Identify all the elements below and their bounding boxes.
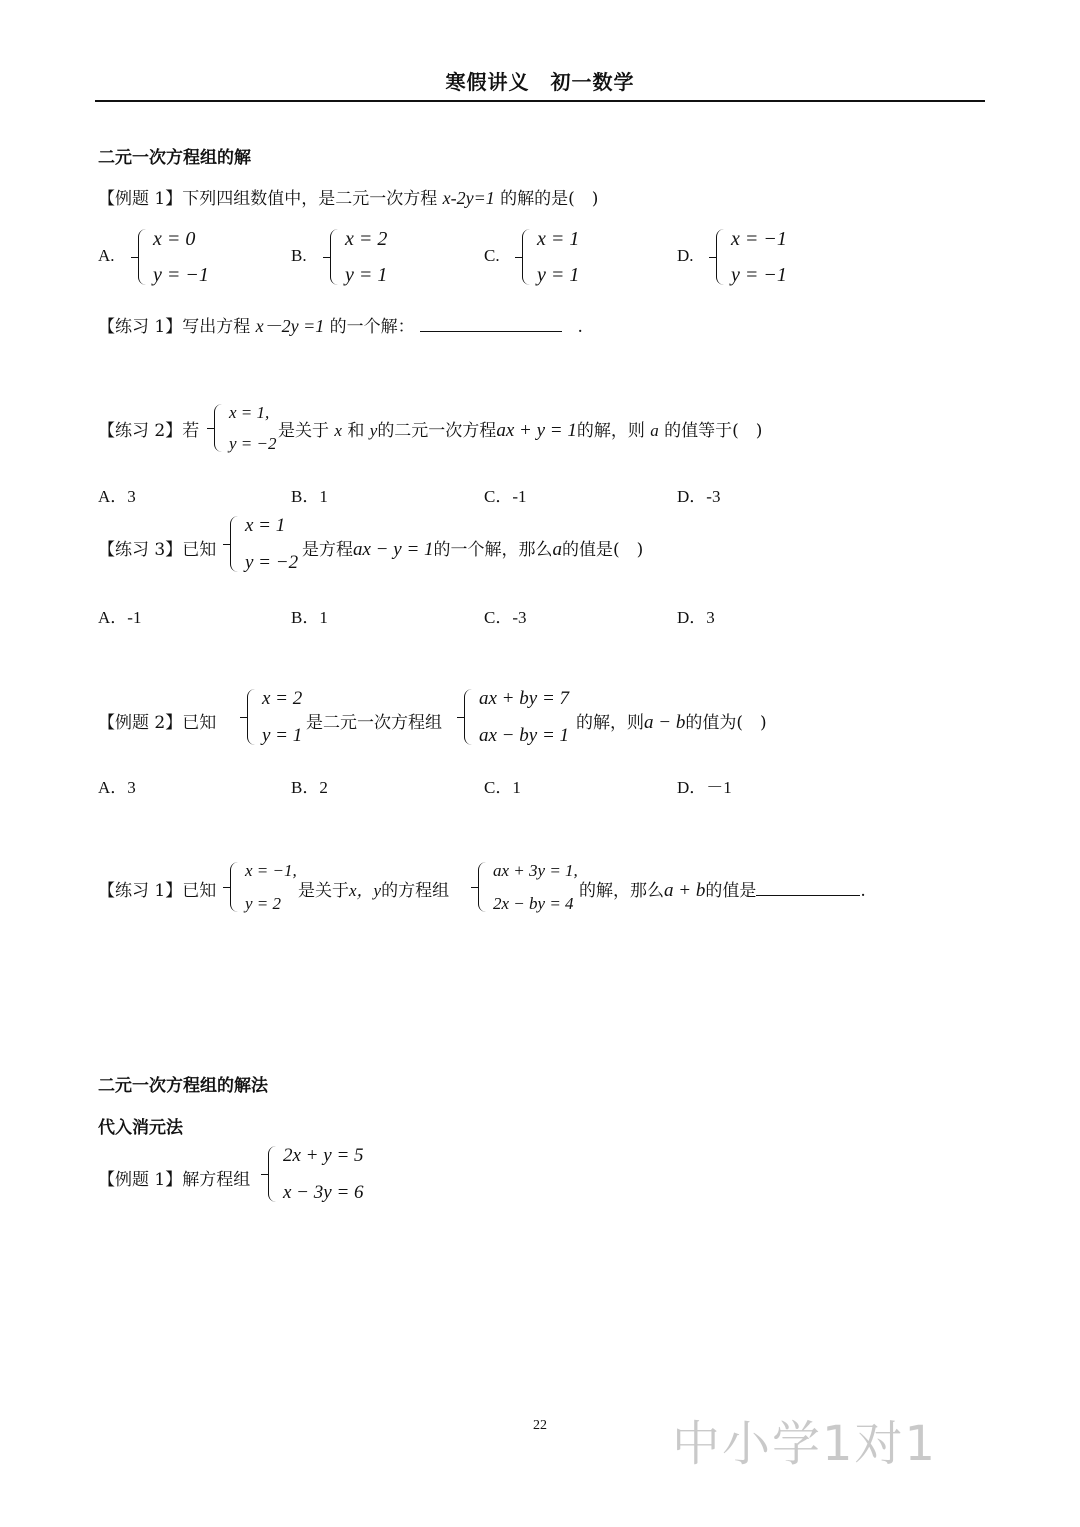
option-a: A．3 xyxy=(98,778,136,797)
var-y: y xyxy=(369,421,378,440)
answer-blank[interactable] xyxy=(420,331,562,332)
option-d-system xyxy=(716,229,787,285)
brace-icon xyxy=(214,404,225,452)
practice-2-question xyxy=(278,416,762,442)
equation: x－2y =1 xyxy=(255,316,325,336)
option-c-system xyxy=(522,229,579,285)
question-text: 的一个解，那么 xyxy=(433,540,553,560)
header-title: 寒假讲义 初一数学 xyxy=(445,70,635,94)
var-a: a xyxy=(552,539,563,560)
system-row: x = −1, xyxy=(245,861,297,880)
system-row: x − 3y = 6 xyxy=(283,1182,364,1203)
brace-icon xyxy=(478,862,489,912)
system-row: y = −1 xyxy=(731,264,787,286)
practice-4-mid xyxy=(298,876,449,901)
option-b-system xyxy=(330,229,387,285)
question-text: 是关于 xyxy=(298,881,349,901)
brace-icon xyxy=(138,229,149,285)
option-c: C．-3 xyxy=(484,608,527,627)
option-c-letter: C. xyxy=(484,246,500,265)
equation: x-2y=1 xyxy=(442,188,495,208)
question-text: 的解，则 xyxy=(576,421,645,441)
example-2-system xyxy=(247,689,302,745)
question-tail: 的值为( ) xyxy=(685,713,767,733)
practice-3-system xyxy=(230,516,298,572)
question-tail: 的值是( ) xyxy=(562,540,644,560)
question-text: 的二元一次方程 xyxy=(377,421,497,441)
example-2-question xyxy=(576,708,767,734)
brace-icon xyxy=(230,516,241,572)
system-row: y = −1 xyxy=(153,264,209,286)
system-row: x = 0 xyxy=(153,228,196,250)
example-2-mid: 是二元一次方程组 xyxy=(306,713,442,733)
vars: x，y xyxy=(349,881,382,900)
system-row: x = 1, xyxy=(229,403,270,422)
system-row: x = 1 xyxy=(537,228,580,250)
system-row: x = 1 xyxy=(245,515,286,536)
section-title: 二元一次方程组的解 xyxy=(98,148,251,168)
question-tail: 的值是 xyxy=(705,881,757,901)
question-text: 的解，则 xyxy=(576,713,644,733)
subsection-title: 代入消元法 xyxy=(98,1118,183,1138)
var-x: x xyxy=(334,421,342,440)
system-row: 2x − by = 4 xyxy=(493,894,574,913)
expression: a + b xyxy=(664,880,706,901)
watermark: 中小学1对1 xyxy=(672,1416,938,1472)
equation: ax + y = 1 xyxy=(496,420,577,441)
system-row: x = −1 xyxy=(731,228,787,250)
practice-4-label: 【练习 1】已知 xyxy=(98,881,217,901)
option-a: A．3 xyxy=(98,487,136,506)
system-row: y = 1 xyxy=(537,264,580,286)
system-row: y = 1 xyxy=(345,264,388,286)
practice-2-label: 【练习 2】若 xyxy=(98,421,200,441)
option-a: A．-1 xyxy=(98,608,142,627)
question-text: 的解，那么 xyxy=(579,881,664,901)
question-tail: 的值等于( ) xyxy=(664,421,763,441)
practice-2-system xyxy=(214,404,277,452)
practice-4-equation-system xyxy=(478,862,578,912)
question-label: 【练习 1】写出方程 xyxy=(98,317,251,337)
question-text: 和 xyxy=(347,421,365,441)
practice-3-label: 【练习 3】已知 xyxy=(98,540,217,560)
option-b-letter: B. xyxy=(291,246,307,265)
brace-icon xyxy=(464,689,475,745)
option-a-system xyxy=(138,229,209,285)
question-tail: 的解的是( ) xyxy=(500,189,599,209)
var-a: a xyxy=(650,421,659,440)
system-row: x = 2 xyxy=(345,228,388,250)
brace-icon xyxy=(522,229,533,285)
option-c: C．-1 xyxy=(484,487,527,506)
section-title: 二元一次方程组的解法 xyxy=(98,1076,268,1096)
system-row: x = 2 xyxy=(262,688,303,709)
brace-icon xyxy=(330,229,341,285)
system-row: ax − by = 1 xyxy=(479,725,570,746)
brace-icon xyxy=(230,862,241,912)
example-2-label: 【例题 2】已知 xyxy=(98,713,217,733)
option-a-letter: A. xyxy=(98,246,115,265)
brace-icon xyxy=(716,229,727,285)
option-b: B．1 xyxy=(291,608,328,627)
system-row: y = −2 xyxy=(229,434,277,453)
header-rule xyxy=(95,100,985,102)
practice-4-system xyxy=(230,862,297,912)
option-b: B．2 xyxy=(291,778,328,797)
system-row: y = −2 xyxy=(245,552,299,573)
question-text: 是方程 xyxy=(302,540,353,560)
question-label: 【例题 1】下列四组数值中，是二元一次方程 xyxy=(98,189,438,209)
system-row: ax + 3y = 1, xyxy=(493,861,578,880)
answer-blank[interactable] xyxy=(756,895,860,896)
practice-4-question xyxy=(579,876,866,902)
example-3-system xyxy=(268,1146,364,1202)
equation: ax − y = 1 xyxy=(353,539,434,560)
page-number: 22 xyxy=(533,1418,547,1433)
period: . xyxy=(860,881,866,901)
example-2-equation-system xyxy=(464,689,569,745)
brace-icon xyxy=(268,1146,279,1202)
system-row: ax + by = 7 xyxy=(479,688,570,709)
option-d: D．3 xyxy=(677,608,715,627)
question-tail: 的一个解： xyxy=(329,317,415,337)
period: . xyxy=(577,317,583,337)
option-d: D．－1 xyxy=(677,778,732,797)
brace-icon xyxy=(247,689,258,745)
question-text: 的方程组 xyxy=(381,881,450,901)
example-1-question xyxy=(98,184,598,209)
option-d: D．-3 xyxy=(677,487,721,506)
question-text: 是关于 xyxy=(278,421,329,441)
option-c: C．1 xyxy=(484,778,521,797)
expression: a − b xyxy=(644,712,686,733)
system-row: y = 2 xyxy=(245,894,282,913)
practice-3-question xyxy=(302,535,643,561)
system-row: 2x + y = 5 xyxy=(283,1145,364,1166)
option-d-letter: D. xyxy=(677,246,694,265)
system-row: y = 1 xyxy=(262,725,303,746)
practice-1-question xyxy=(98,312,583,338)
example-3-label: 【例题 1】解方程组 xyxy=(98,1170,251,1190)
option-b: B．1 xyxy=(291,487,328,506)
